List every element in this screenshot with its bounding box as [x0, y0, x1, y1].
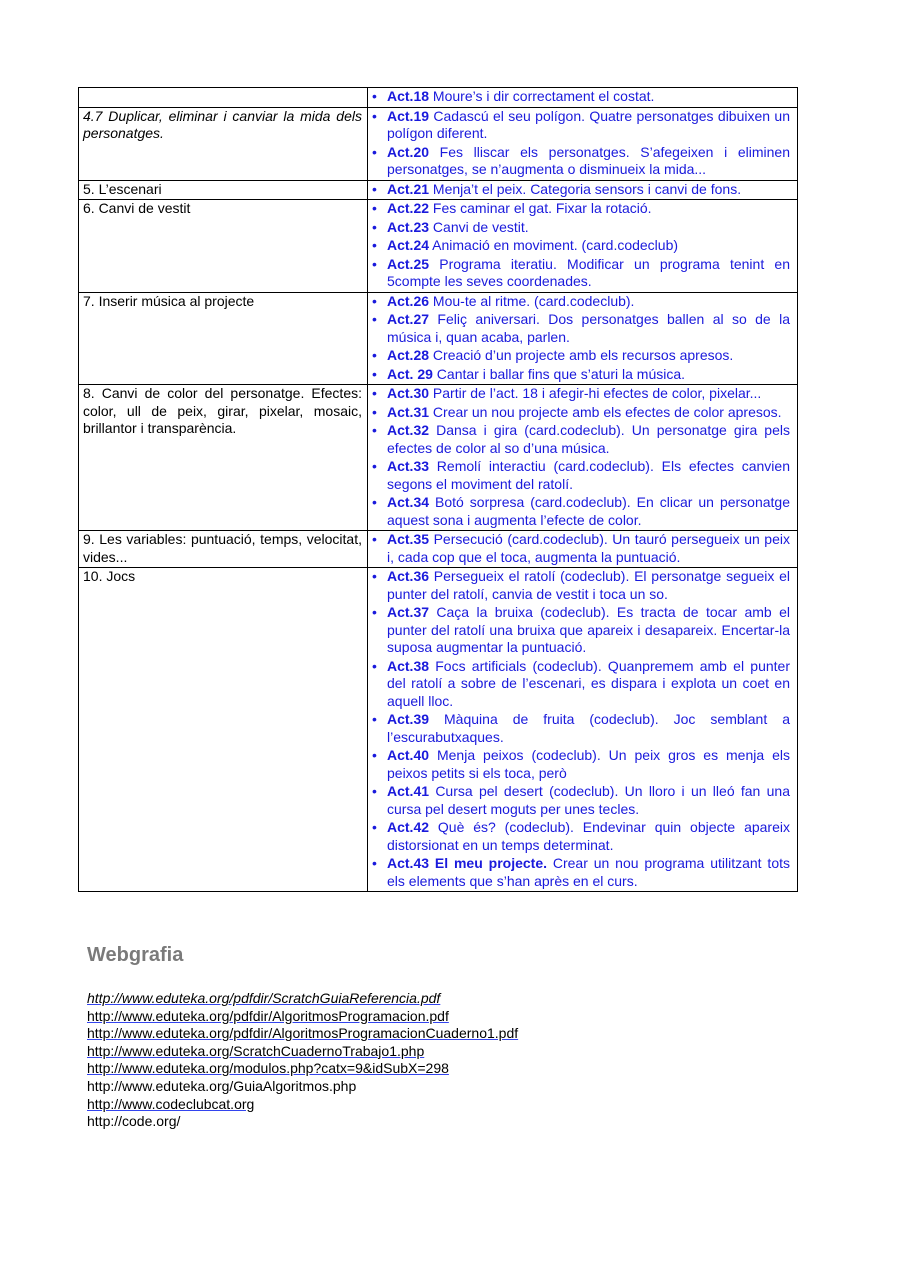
activity-item — [368, 819, 790, 854]
activity-description: Persecució (card.codeclub). Un tauró persegueix un peix i, cada cop que el toca, augmenta la puntuació. — [387, 531, 790, 565]
activity-item — [368, 568, 790, 603]
activity-code: Act.18 — [387, 88, 430, 104]
activity-description: Animació en moviment. (card.codeclub) — [429, 237, 679, 253]
activity-item — [368, 237, 790, 255]
activity-item — [368, 181, 790, 199]
activity-code: Act.28 — [387, 347, 430, 363]
topic-cell: 4.7 Duplicar, eliminar i canviar la mida dels personatges. — [79, 107, 368, 180]
activities-cell — [368, 180, 798, 200]
activity-code: Act.22 — [387, 200, 430, 216]
bullet-icon: • — [372, 107, 377, 124]
bullet-icon: • — [372, 711, 377, 727]
webgrafia-link[interactable]: http://www.codeclubcat.org — [87, 1095, 255, 1112]
activity-item — [368, 385, 790, 403]
bullet-icon: • — [372, 180, 377, 197]
topic-cell: 7. Inserir música al projecte — [79, 292, 368, 385]
activity-description: Què és? (codeclub). Endevinar quin objecte apareix distorsionat en un temps determinat. — [387, 819, 790, 853]
activity-item — [368, 783, 790, 818]
activity-code: Act.20 — [387, 143, 430, 160]
table-row — [79, 292, 798, 385]
bullet-icon: • — [372, 385, 377, 401]
activity-item — [368, 88, 790, 106]
activity-code: Act.43 El meu projecte. — [387, 855, 547, 871]
activity-description: Caça la bruixa (codeclub). Es tracta de tocar amb el punter del ratolí una bruixa que apareix i desapareix. Encertar-la suposa augmentar la puntuació. — [387, 604, 790, 655]
table-row — [79, 180, 798, 200]
activity-description: Fes caminar el gat. Fixar la rotació. — [429, 200, 652, 216]
activities-cell — [368, 531, 798, 568]
bullet-icon: • — [372, 855, 377, 871]
activity-code: Act.30 — [387, 385, 430, 401]
bullet-icon: • — [372, 819, 377, 835]
topic-cell: 5. L’escenari — [79, 180, 368, 200]
bullet-icon: • — [372, 422, 377, 438]
topic-cell: 9. Les variables: puntuació, temps, velocitat, vides... — [79, 531, 368, 568]
activity-code: Act.37 — [387, 604, 430, 620]
activity-code: Act.41 — [387, 783, 430, 799]
bullet-icon: • — [372, 143, 377, 160]
activity-item — [368, 711, 790, 746]
activity-item — [368, 256, 790, 291]
activity-item — [368, 144, 790, 179]
activity-description: Cursa pel desert (codeclub). Un lloro i un lleó fan una cursa pel desert moguts per unes tecles. — [387, 783, 790, 817]
activity-description: Dansa i gira (card.codeclub). Un personatge gira pels efectes de color al so d’una música. — [387, 422, 790, 456]
webgrafia-link[interactable]: http://www.eduteka.org/ScratchCuadernoTrabajo1.php — [87, 1042, 425, 1059]
bullet-icon: • — [372, 531, 377, 547]
bullet-icon: • — [372, 568, 377, 584]
activity-code: Act.25 — [387, 255, 430, 272]
activity-description: Fes lliscar els personatges. S’afegeixen i eliminen personatges, se n’augmenta o disminueix la mida... — [387, 143, 790, 177]
activity-description: Programa iteratiu. Modificar un programa tenint en 5compte les seves coordenades. — [387, 255, 790, 289]
activity-item — [368, 347, 790, 365]
activity-item — [368, 311, 790, 346]
activity-item — [368, 658, 790, 711]
activity-description: Mou-te al ritme. (card.codeclub). — [429, 292, 635, 309]
bullet-icon: • — [372, 218, 377, 235]
webgrafia-links — [87, 990, 518, 1131]
activity-code: Act.19 — [387, 107, 430, 124]
bullet-icon: • — [372, 783, 377, 799]
activity-code: Act.38 — [387, 657, 430, 674]
table-row — [79, 200, 798, 293]
bullet-icon: • — [372, 347, 377, 363]
activity-description: Crear un nou projecte amb els efectes de color apresos. — [429, 403, 782, 420]
activities-cell — [368, 385, 798, 531]
activity-code: Act.23 — [387, 218, 430, 235]
bullet-icon: • — [372, 365, 377, 382]
bullet-icon: • — [372, 747, 377, 763]
activities-cell — [368, 568, 798, 892]
webgrafia-link[interactable]: http://www.eduteka.org/pdfdir/AlgoritmosProgramacion.pdf — [87, 1007, 449, 1024]
activity-code: Act.40 — [387, 747, 430, 763]
activity-item — [368, 404, 790, 422]
table-row — [79, 568, 798, 892]
bullet-icon: • — [372, 494, 377, 510]
table-row — [79, 531, 798, 568]
activity-description: Partir de l’act. 18 i afegir-hi efectes de color, pixelar... — [429, 385, 762, 401]
webgrafia-link[interactable]: http://www.eduteka.org/GuiaAlgoritmos.php — [87, 1077, 357, 1094]
activity-item — [368, 200, 790, 218]
bullet-icon: • — [372, 458, 377, 474]
activity-code: Act.33 — [387, 458, 430, 474]
activity-item — [368, 219, 790, 237]
activity-description: Menja peixos (codeclub). Un peix gros es menja els peixos petits si els toca, però — [387, 747, 790, 781]
webgrafia-heading: Webgrafia — [87, 944, 184, 966]
webgrafia-link[interactable]: http://www.eduteka.org/pdfdir/ScratchGuiaReferencia.pdf — [87, 990, 441, 1006]
bullet-icon: • — [372, 311, 377, 327]
bullet-icon: • — [372, 200, 377, 216]
activity-code: Act.26 — [387, 292, 430, 309]
activities-cell — [368, 88, 798, 108]
webgrafia-link[interactable]: http://www.eduteka.org/pdfdir/AlgoritmosProgramacionCuaderno1.pdf — [87, 1025, 519, 1042]
bullet-icon: • — [372, 657, 377, 674]
activities-cell — [368, 107, 798, 180]
topic-cell: 8. Canvi de color del personatge. Efectes: color, ull de peix, girar, pixelar, mosaic, brillantor i transparència. — [79, 385, 368, 531]
activity-item — [368, 855, 790, 890]
bullet-icon: • — [372, 292, 377, 309]
activity-code: Act.24 — [387, 237, 430, 253]
activity-description: Focs artificials (codeclub). Quanpremem amb el punter del ratolí a sobre de l’escenari, es dispara i explota un coet en aquell lloc. — [387, 657, 790, 709]
activity-code: Act.42 — [387, 819, 430, 835]
activity-code: Act.27 — [387, 311, 430, 327]
activity-description: Moure’s i dir correctament el costat. — [429, 88, 655, 104]
bullet-icon: • — [372, 88, 377, 104]
activity-description: Creació d’un projecte amb els recursos apresos. — [429, 347, 734, 363]
bullet-icon: • — [372, 255, 377, 272]
activity-description: Botó sorpresa (card.codeclub). En clicar un personatge aquest sona i augmenta l’efecte de color. — [387, 494, 790, 528]
bullet-icon: • — [372, 403, 377, 420]
activity-item — [368, 604, 790, 657]
activity-description: Cadascú el seu polígon. Quatre personatges dibuixen un polígon diferent. — [387, 107, 790, 141]
activity-item — [368, 293, 790, 311]
activity-description: Remolí interactiu (card.codeclub). Els efectes canvien segons el moviment del ratolí. — [387, 458, 790, 492]
activity-item — [368, 531, 790, 566]
activity-item — [368, 366, 790, 384]
activity-code: Act.39 — [387, 711, 430, 727]
activity-description: Crear un nou programa utilitzant tots els elements que s’han après en el curs. — [387, 855, 790, 889]
activity-description: Cantar i ballar fins que s’aturi la música. — [432, 365, 686, 382]
table-row — [79, 107, 798, 180]
activity-code: Act.36 — [387, 568, 430, 584]
webgrafia-link[interactable]: http://www.eduteka.org/modulos.php?catx=9&idSubX=298 — [87, 1060, 449, 1077]
topic-cell: 10. Jocs — [79, 568, 368, 892]
bullet-icon: • — [372, 604, 377, 620]
activity-item — [368, 422, 790, 457]
activity-item — [368, 494, 790, 529]
activities-cell — [368, 292, 798, 385]
activity-item — [368, 747, 790, 782]
activity-item — [368, 108, 790, 143]
table-row — [79, 385, 798, 531]
table-row — [79, 88, 798, 108]
topic-cell: 6. Canvi de vestit — [79, 200, 368, 293]
topic-cell — [79, 88, 368, 108]
activity-code: Act.34 — [387, 494, 430, 510]
activity-description: Feliç aniversari. Dos personatges ballen al so de la música i, quan acaba, parlen. — [387, 311, 790, 345]
activity-description: Persegueix el ratolí (codeclub). El personatge segueix el punter del ratolí, canvia de vestit i toca un so. — [387, 568, 790, 602]
bullet-icon: • — [372, 237, 377, 253]
activity-description: Màquina de fruita (codeclub). Joc semblant a l’escurabutxaques. — [387, 711, 790, 745]
activity-description: Canvi de vestit. — [429, 218, 529, 235]
webgrafia-link[interactable]: http://code.org/ — [87, 1113, 181, 1130]
activity-item — [368, 458, 790, 493]
activity-code: Act.21 — [387, 180, 430, 197]
activity-code: Act.35 — [387, 531, 430, 547]
activity-code: Act.32 — [387, 422, 430, 438]
activities-cell — [368, 200, 798, 293]
activities-table — [78, 87, 798, 892]
activity-code: Act.31 — [387, 403, 430, 420]
activity-code: Act. 29 — [387, 365, 433, 382]
activity-description: Menja’t el peix. Categoria sensors i canvi de fons. — [429, 180, 742, 197]
